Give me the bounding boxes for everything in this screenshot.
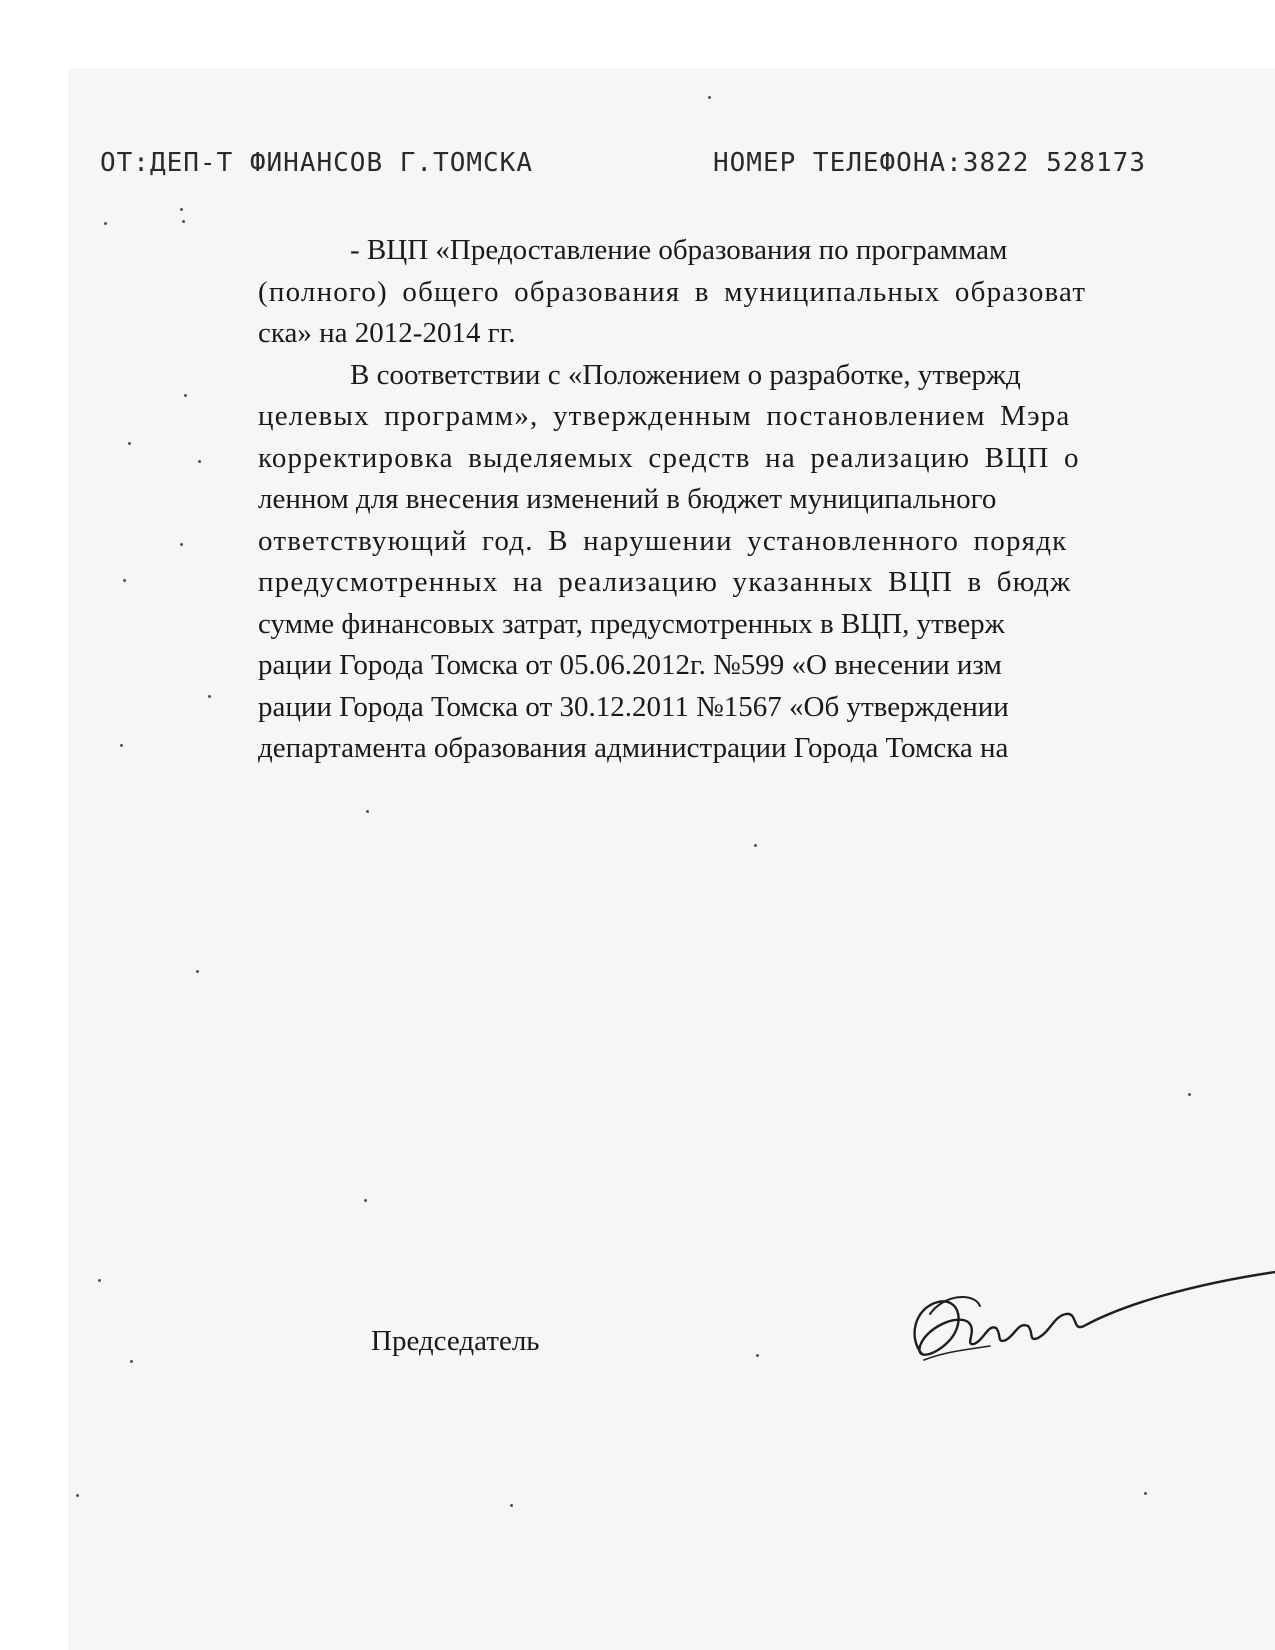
scan-speck [182,220,185,223]
scan-speck [184,394,187,397]
body-line: рации Города Томска от 30.12.2011 №1567 «Об утверждении [258,690,1009,723]
body-line: предусмотренных на реализацию указанных ВЦП в бюдж [258,566,1072,598]
scan-speck [1144,1492,1147,1495]
scan-speck [76,1494,79,1497]
fax-sender: ОТ:ДЕП-Т ФИНАНСОВ Г.ТОМСКА [100,148,533,178]
body-line: ска» на 2012-2014 гг. [258,317,516,349]
scan-speck [208,695,211,698]
scan-speck [123,579,126,582]
scan-speck [180,208,183,211]
scan-speck [366,810,369,813]
scan-speck [364,1199,367,1202]
body-line: целевых программ», утвержденным постановлением Мэра [258,400,1071,432]
scan-speck [120,744,123,747]
scan-speck [180,543,183,546]
signatory-title: Председатель [371,1325,540,1357]
scan-speck [104,222,107,225]
scan-speck [196,970,199,973]
scan-speck [708,96,711,99]
scan-speck [130,1360,133,1363]
scan-speck [128,442,131,445]
scan-speck [756,1354,759,1357]
body-line: (полного) общего образования в муниципальных образоват [258,275,1087,308]
scan-speck [510,1504,513,1507]
body-line: корректировка выделяемых средств на реализацию ВЦП о [258,441,1080,474]
letter-body [258,230,1275,770]
handwritten-signature [904,1242,1275,1372]
body-line: рации Города Томска от 05.06.2012г. №599 «О внесении изм [258,649,1002,681]
body-line: департамента образования администрации Города Томска на [258,732,1009,764]
fax-page [68,68,1275,1650]
scan-speck [98,1279,101,1282]
scan-speck [754,844,757,847]
body-line: ответствующий год. В нарушении установленного порядк [258,524,1068,557]
fax-header [100,148,1275,182]
fax-phone-number: НОМЕР ТЕЛЕФОНА:3822 528173 [713,148,1146,178]
scan-speck [198,460,201,463]
body-line: В соответствии с «Положением о разработке, утвержд [350,358,1021,391]
body-line: ленном для внесения изменений в бюджет муниципального [258,483,997,515]
body-line: сумме финансовых затрат, предусмотренных в ВЦП, утверж [258,607,1005,640]
scan-speck [1188,1093,1191,1096]
body-line: - ВЦП «Предоставление образования по программам [350,234,1008,266]
